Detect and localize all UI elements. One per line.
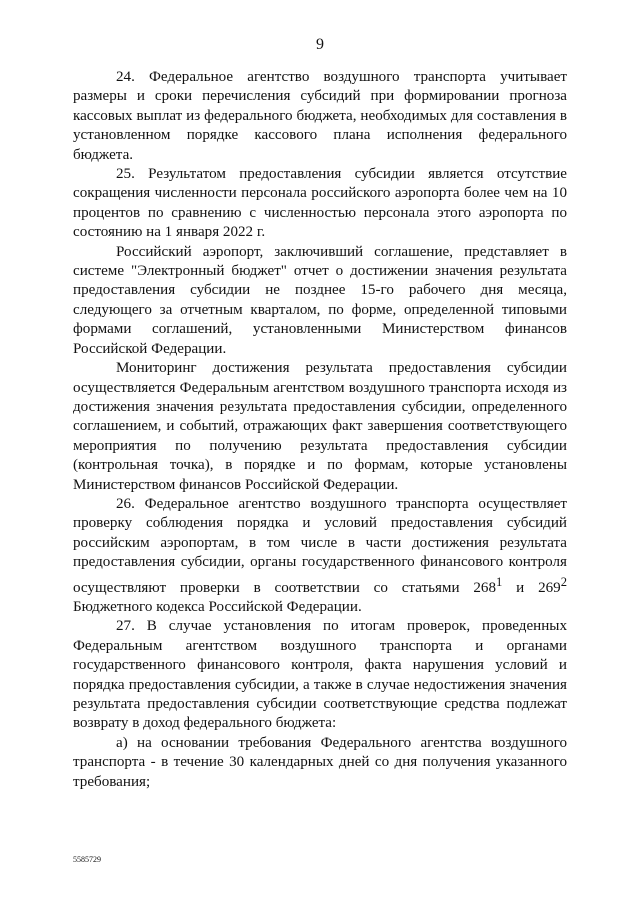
- paragraph-24: 24. Федеральное агентство воздушного транспорта учитывает размеры и сроки перечисления субсидий при формировании прогноза кассовых выплат из федерального бюджета, необходимых для составления в установленном порядке кассового плана исполнения федерального бюджета.: [73, 69, 567, 163]
- page-number: 9: [316, 36, 324, 53]
- superscript-2: 2: [560, 574, 568, 589]
- paragraph-26-text-end: Бюджетного кодекса Российской Федерации.: [73, 599, 362, 615]
- paragraph-27: 27. В случае установления по итогам проверок, проведенных Федеральным агентством воздушного транспорта и органами государственного финансового контроля, факта нарушения условий и порядка предоставления субсидии, а также в случае недостижения значения результата предоставления субсидии соответствующие средства подлежат возврату в доход федерального бюджета:: [73, 618, 567, 732]
- paragraph-26: [73, 495, 567, 617]
- paragraph-25: 25. Результатом предоставления субсидии является отсутствие сокращения численности персонала российского аэропорта более чем на 10 процентов по сравнению с численностью персонала этого аэропорта по состоянию на 1 января 2022 г.: [73, 166, 567, 241]
- document-body: [73, 68, 567, 792]
- document-id: 5585729: [73, 855, 101, 864]
- paragraph-26-text-middle: и 269: [502, 579, 561, 596]
- paragraph-26-text-start: 26. Федеральное агентство воздушного транспорта осуществляет проверку соблюдения порядка и условий предоставления субсидий российским аэропортам, в том числе в части достижения результата предоставления субсидии, органы государственного финансового контроля осуществляют проверки в соответствии со статьями 268: [73, 495, 567, 596]
- paragraph-report: Российский аэропорт, заключивший соглашение, представляет в системе "Электронный бюджет" отчет о достижении значения результата предоставления субсидии не позднее 15-го рабочего дня месяца, следующего за отчетным кварталом, по форме, определенной типовыми формами соглашений, установленными Министерством финансов Российской Федерации.: [73, 243, 567, 357]
- superscript-1: 1: [496, 574, 503, 589]
- paragraph-27-a: а) на основании требования Федерального агентства воздушного транспорта - в течение 30 календарных дней со дня получения указанного требования;: [73, 734, 567, 790]
- paragraph-monitoring: Мониторинг достижения результата предоставления субсидии осуществляется Федеральным агентством воздушного транспорта исходя из достижения значения результата предоставления субсидии, определенного соглашением, и событий, отражающих факт завершения соответствующего мероприятия по получению результата предоставления субсидии (контрольная точка), в порядке и по формам, которые установлены Министерством финансов Российской Федерации.: [73, 360, 567, 493]
